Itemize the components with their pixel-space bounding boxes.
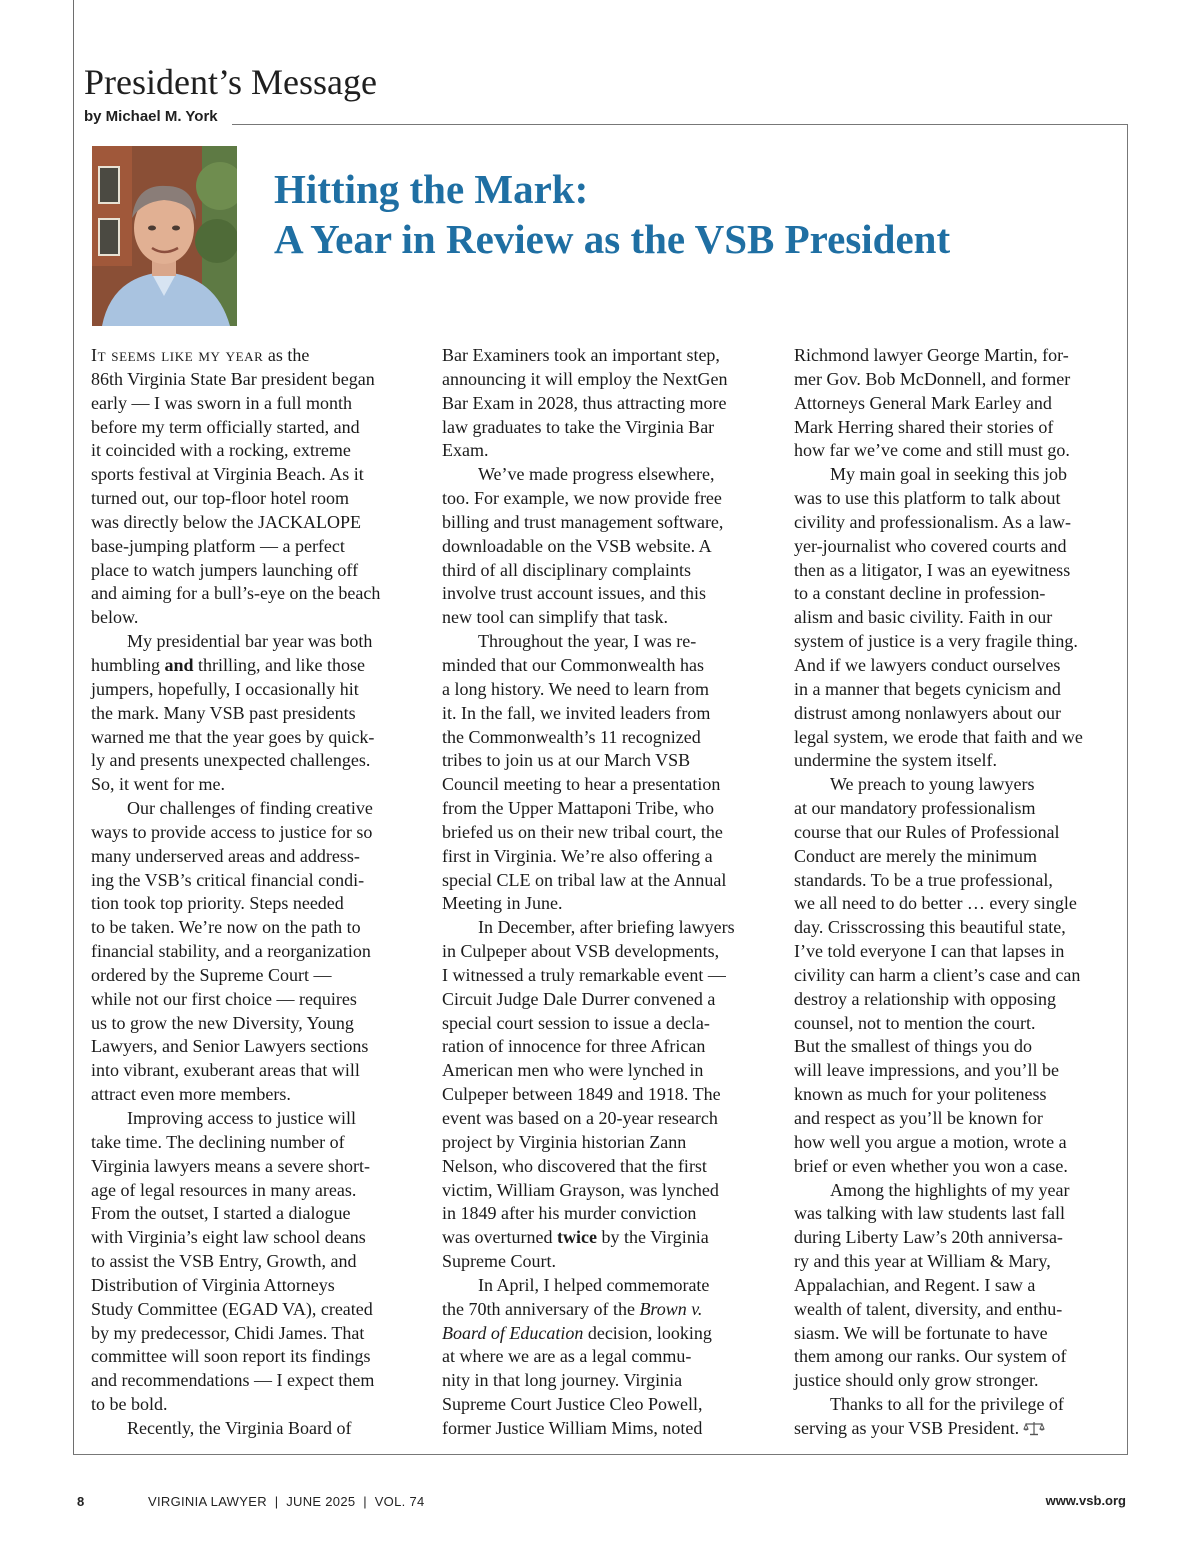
paragraph: It seems like my year as the 86th Virginia State Bar president began early — I was sworn in a full month before my term officially started, and it coincided with a rocking, extreme sports festival at Virginia Beach. As it turned out, our top-floor hotel room was directly below the JACKALOPE base-jumping platform — a perfect place to watch jumpers launching off and aiming for a bull’s-eye on the beach below.	[91, 345, 381, 628]
paragraph: Among the highlights of my year was talking with law students last fall during Liberty Law’s 20th anniversa- ry and this year at William & Mary, Appalachian, and Regent. I saw a wealth of talent, diversity, and enthu- siasm. We will be fortunate to have them among our ranks. Our system of justice should only grow stronger.	[794, 1179, 1070, 1391]
page-number: 8	[77, 1494, 85, 1509]
paragraph: Throughout the year, I was re- minded that our Commonwealth has a long history. We need to learn from it. In the fall, we invited leaders from the Commonwealth’s 11 recognized tribes to join us at our March VSB Council meeting to hear a presentation from the Upper Mattaponi Tribe, who briefed us on their new tribal court, the first in Virginia. We’re also offering a special CLE on tribal law at the Annual Meeting in June.	[442, 631, 727, 914]
paragraph: Richmond lawyer George Martin, for- mer Gov. Bob McDonnell, and former Attorneys General Mark Earley and Mark Herring shared their stories of how far we’ve come and still must go.	[794, 345, 1071, 461]
paragraph: Our challenges of finding creative ways to provide access to justice for so many underserved areas and address- ing the VSB’s critical financial condi- tion took top priority. Steps needed to be taken. We’re now on the path to financial stability, and a reorganization ordered by the Supreme Court — while not our first choice — requires us to grow the new Diversity, Young Lawyers, and Senior Lawyers sections into vibrant, exuberant areas that will attract even more members.	[91, 798, 373, 1105]
byline: by Michael M. York	[84, 108, 218, 125]
paragraph: In December, after briefing lawyers in Culpeper about VSB developments, I witnessed a truly remarkable event — Circuit Judge Dale Durrer convened a special court session to issue a decla- ration of innocence for three African American men who were lynched in Culpeper between 1849 and 1918. The event was based on a 20-year research project by Virginia historian Zann Nelson, who discovered that the first victim, William Grayson, was lynched in 1849 after his murder conviction was overturned twice by the Virginia Supreme Court.	[442, 917, 735, 1272]
left-margin-rule	[73, 0, 74, 1454]
headline-line-2: A Year in Review as the VSB President	[274, 216, 951, 262]
paragraph: My main goal in seeking this job was to use this platform to talk about civility and professionalism. As a law- yer-journalist who covered courts and then as a litigator, I was an eyewitness to a constant decline in profession- alism and basic civility. Faith in our system of justice is a very fragile thing. And if we lawyers conduct ourselves in a manner that begets cynicism and distrust among nonlawyers about our legal system, we erode that faith and we undermine the system itself.	[794, 464, 1083, 771]
lead-in: It seems like my year	[91, 345, 264, 365]
article-headline	[274, 164, 950, 264]
paragraph: Thanks to all for the privilege of serving as your VSB President.	[794, 1393, 1124, 1443]
paragraph: We’ve made progress elsewhere, too. For example, we now provide free billing and trust management software, downloadable on the VSB website. A third of all disciplinary complaints involve trust account issues, and this new tool can simplify that task.	[442, 464, 724, 628]
headline-line-1: Hitting the Mark:	[274, 166, 589, 212]
website-url: www.vsb.org	[1045, 1493, 1126, 1508]
paragraph: Recently, the Virginia Board of	[127, 1417, 352, 1438]
article-column-3	[794, 344, 1124, 1443]
byline-rule	[232, 124, 1128, 125]
frame-bottom-rule	[73, 1454, 1128, 1455]
article-column-2	[442, 344, 772, 1441]
scales-of-justice-icon	[1023, 1419, 1045, 1443]
paragraph: My presidential bar year was both humbling and thrilling, and like those jumpers, hopefully, I occasionally hit the mark. Many VSB past presidents warned me that the year goes by quick- ly and presents unexpected challenges. So, it went for me.	[91, 631, 375, 795]
paragraph: Bar Examiners took an important step, announcing it will employ the NextGen Bar Exam in 2028, thus attracting more law graduates to take the Virginia Bar Exam.	[442, 345, 728, 461]
paragraph: Improving access to justice will take time. The declining number of Virginia lawyers means a severe short- age of legal resources in many areas. From the outset, I started a dialogue with Virginia’s eight law school deans to assist the VSB Entry, Growth, and Distribution of Virginia Attorneys Study Committee (EGAD VA), created by my predecessor, Chidi James. That committee will soon report its findings and recommendations — I expect them to be bold.	[91, 1108, 375, 1415]
article-column-1	[91, 344, 421, 1441]
section-title: President’s Message	[84, 62, 377, 102]
author-portrait-illustration	[92, 146, 237, 326]
paragraph: In April, I helped commemorate the 70th anniversary of the Brown v. Board of Education decision, looking at where we are as a legal commu- nity in that long journey. Virginia Supreme Court Justice Cleo Powell, former Justice William Mims, noted	[442, 1274, 712, 1438]
paragraph: We preach to young lawyers at our mandatory professionalism course that our Rules of Professional Conduct are merely the minimum standards. To be a true professional, we all need to do better … every single day. Crisscrossing this beautiful state, I’ve told everyone I can that lapses in civility can harm a client’s case and can destroy a relationship with opposing counsel, not to mention the court. But the smallest of things you do will leave impressions, and you’ll be known as much for your politeness and respect as you’ll be known for how well you argue a motion, wrote a brief or even whether you won a case.	[794, 774, 1081, 1176]
frame-right-rule	[1127, 124, 1128, 1454]
author-photo	[92, 146, 237, 326]
publication-info: VIRGINIA LAWYER | JUNE 2025 | VOL. 74	[148, 1494, 425, 1509]
